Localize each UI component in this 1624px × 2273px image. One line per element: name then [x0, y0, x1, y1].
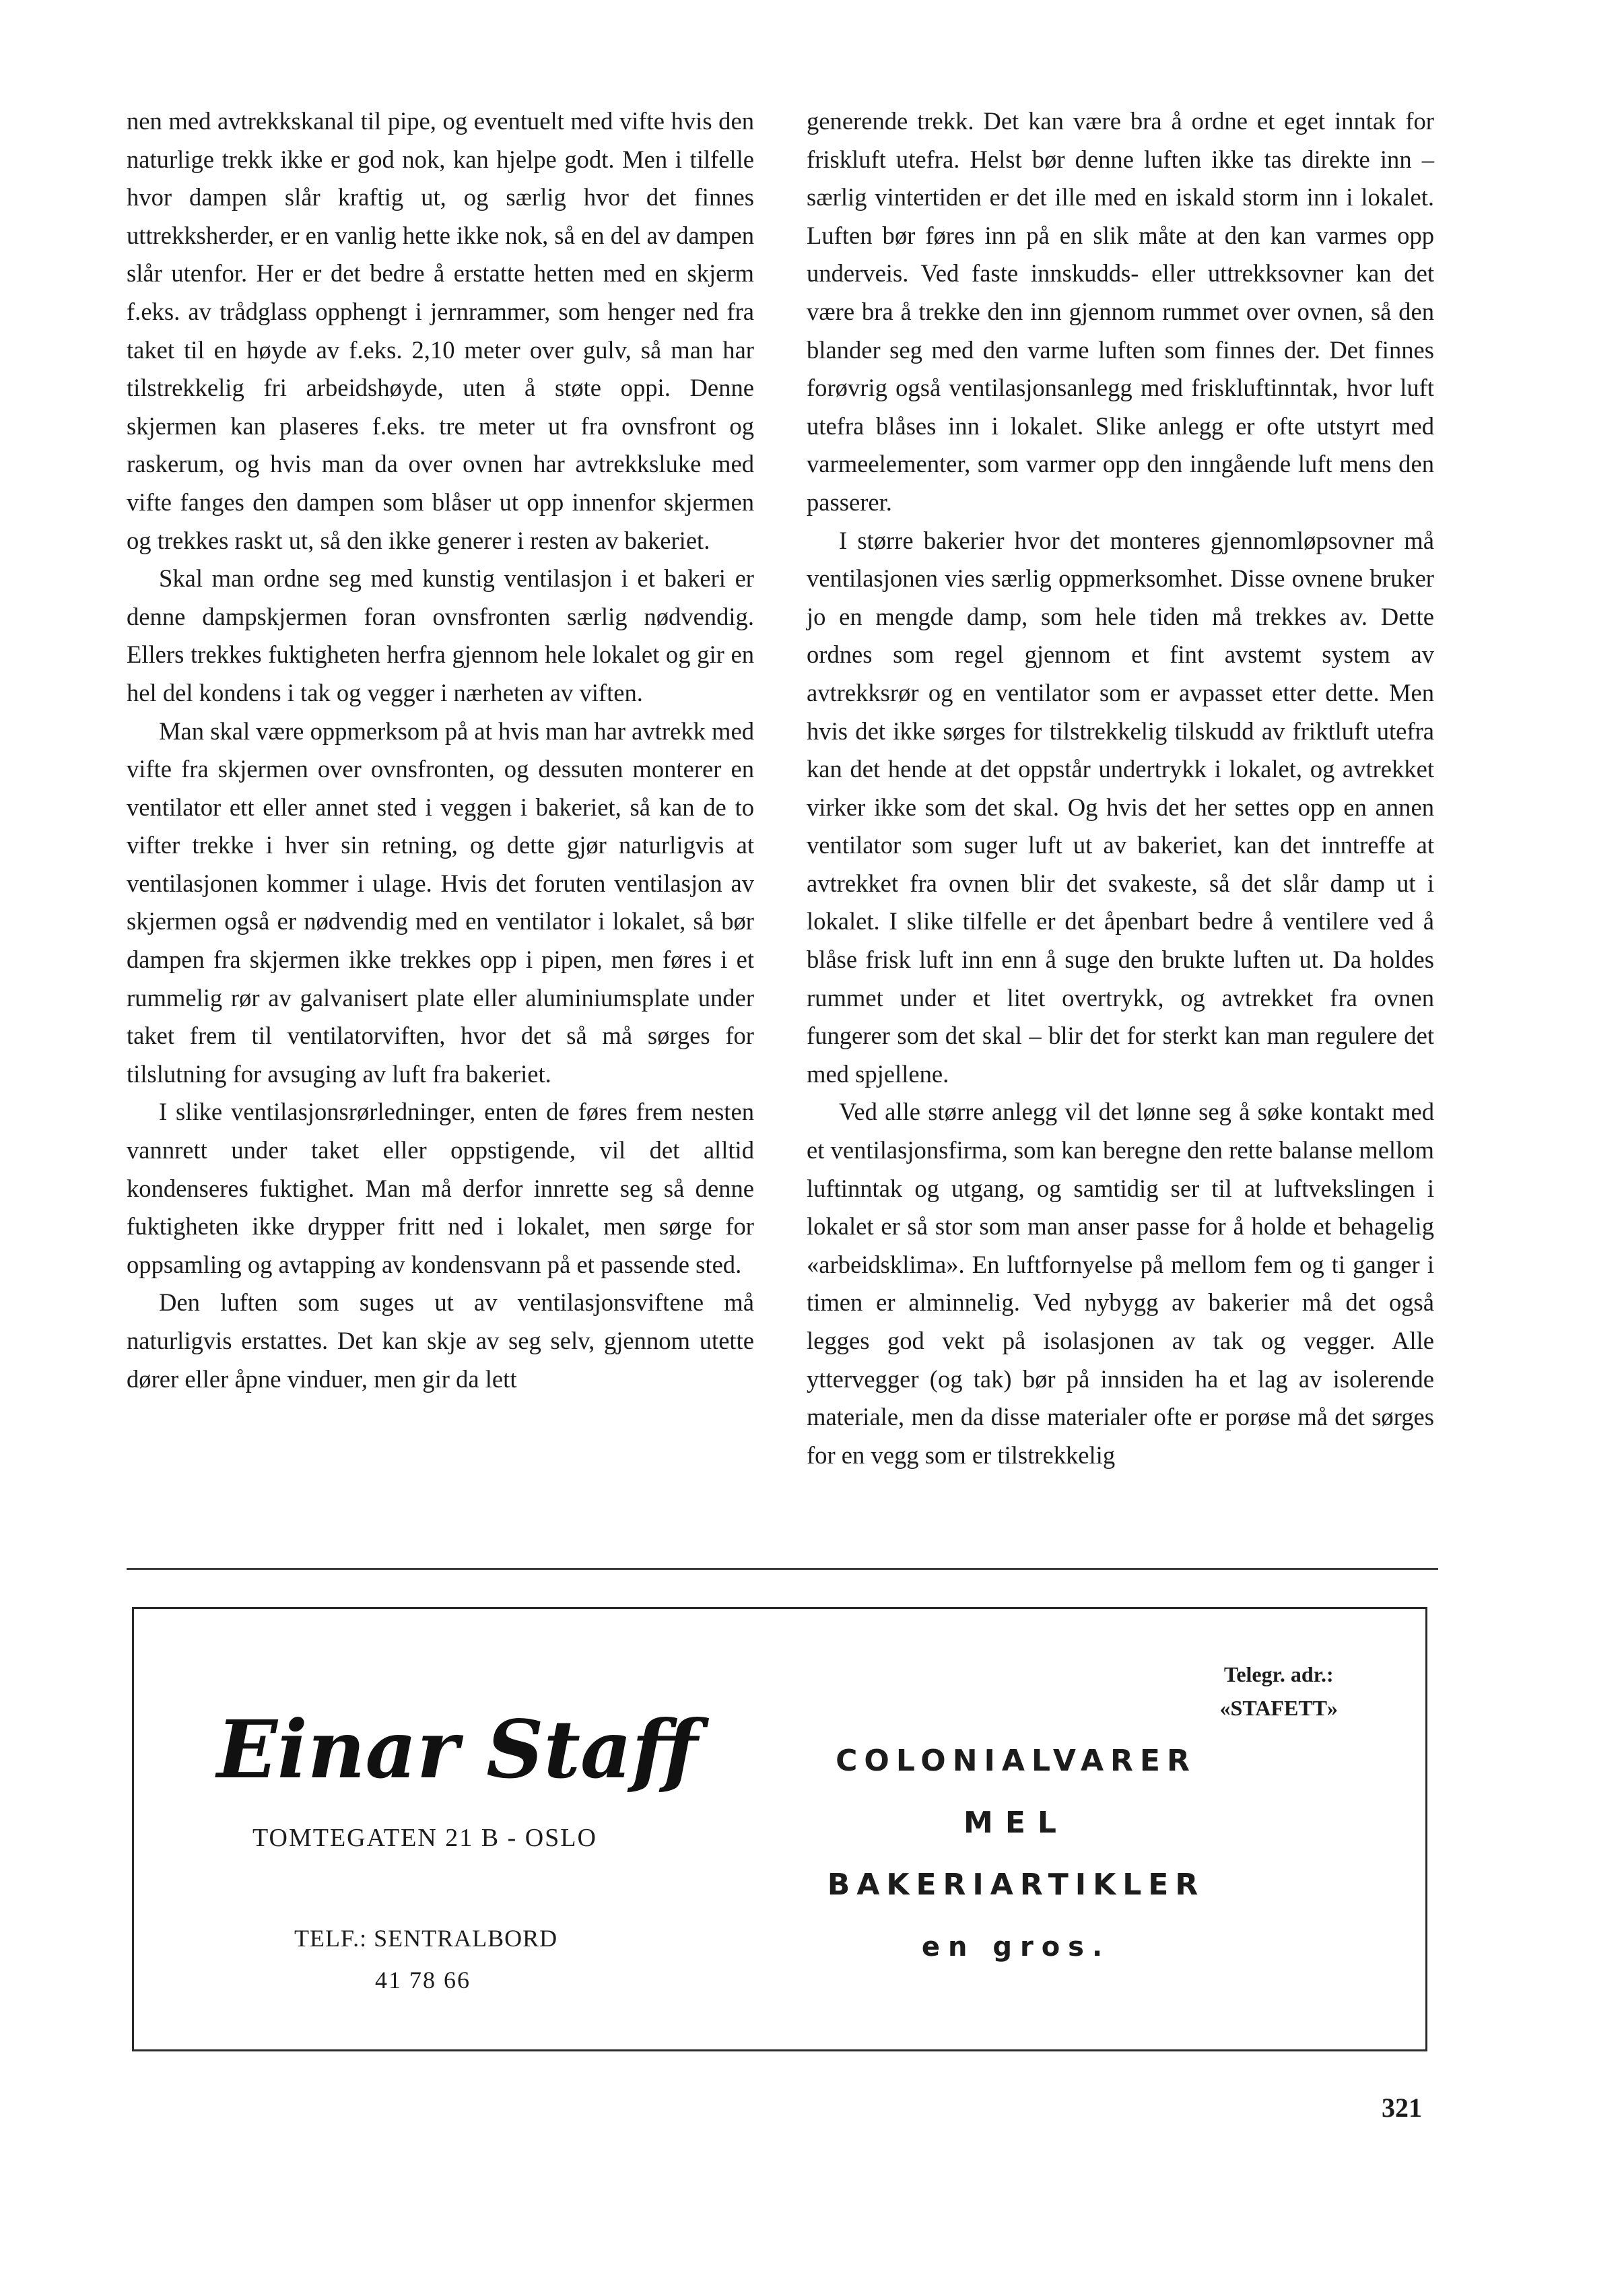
phone-number: 41 78 66 — [375, 1967, 471, 1994]
product-line: MEL — [963, 1806, 1069, 1840]
paragraph: Skal man ordne seg med kunstig ventilasjon i et bakeri er denne dampskjermen foran ovnsfronten særlig nødvendig. Ellers trekkes fuktigheten herfra gjennom hele lokalet og gir en hel del kondens i tak og vegger i nærheten av viften. — [127, 564, 754, 706]
paragraph: Den luften som suges ut av ventilasjonsviftene må naturligvis erstattes. Det kan skje av seg selv, gjennom utette dører eller åpne vinduer, men gir da lett — [127, 1288, 754, 1393]
telegraph-address — [1220, 1657, 1338, 1725]
wholesale-label: en gros. — [921, 1932, 1111, 1963]
telegraph-value: «STAFETT» — [1219, 1696, 1338, 1720]
product-list — [780, 1730, 1252, 1978]
paragraph: I slike ventilasjonsrørledninger, enten de føres frem nesten vannrett under taket eller oppstigende, vil det alltid kondenseres fuktighet. Man må derfor innrette seg så denne fuktigheten ikke drypper fritt ned i lokalet, men sørge for oppsamling og avtapping av kondensvann på et passende sted. — [127, 1098, 754, 1278]
left-column — [127, 102, 754, 1398]
einar-staff-logo — [195, 1696, 720, 1804]
page-number: 321 — [1382, 2093, 1422, 2123]
paragraph: nen med avtrekkskanal til pipe, og eventuelt med vifte hvis den naturlige trekk ikke er god nok, kan hjelpe godt. Men i tilfelle hvor dampen slår kraftig ut, og særlig hvor det finnes uttrekksherder, er en vanlig hette ikke nok, så en del av dampen slår utenfor. Her er det bedre å erstatte hetten med en skjerm f.eks. av trådglass opphengt i jernrammer, som henger ned fra taket til en høyde av f.eks. 2,10 meter over gulv, så man har tilstrekkelig fri arbeidshøyde, uten å støte oppi. Denne skjermen kan plaseres f.eks. tre meter ut fra ovnsfront og raskerum, og hvis man da over ovnen har avtrekksluke med vifte fanges den dampen som blåser ut opp innenfor skjermen og trekkes raskt ut, så den ikke generer i resten av bakeriet. — [127, 107, 754, 554]
article-body — [127, 102, 1438, 1550]
advertisement — [132, 1607, 1427, 2051]
product-line: BAKERIARTIKLER — [827, 1868, 1205, 1902]
section-divider — [127, 1568, 1438, 1570]
logo-text: Einar Staff — [216, 1703, 698, 1796]
paragraph: Man skal være oppmerksom på at hvis man har avtrekk med vifte fra skjermen over ovnsfronten, og dessuten monterer en ventilator ett eller annet sted i veggen i bakeriet, så kan de to vifter trekke i hver sin retning, og dette gjør naturligvis at ventilasjonen kommer i ulage. Hvis det foruten ventilasjon av skjermen også er nødvendig med en ventilator i lokalet, så bør dampen fra skjermen ikke trekkes opp i pipen, men føres i et rummelig rør av galvanisert plate eller aluminiumsplate under taket frem til ventilatorviften, hvor det så må sørges for tilslutning for avsuging av luft fra bakeriet. — [127, 717, 754, 1088]
product-line: COLONIALVARER — [836, 1744, 1196, 1778]
phone-label: TELF.: SENTRALBORD — [294, 1925, 558, 1952]
right-column — [807, 102, 1434, 1474]
address: TOMTEGATEN 21 B - OSLO — [252, 1824, 597, 1852]
paragraph: Ved alle større anlegg vil det lønne seg å søke kontakt med et ventilasjonsfirma, som kan beregne den rette balanse mellom luftinntak og utgang, og samtidig ser til at luftvekslingen i lokalet er så stor som man anser passe for å holde et behagelig «arbeidsklima». En luftfornyelse på mellom fem og ti ganger i timen er alminnelig. Ved nybygg av bakerier må det også legges god vekt på isolasjonen av tak og vegger. Alle yttervegger (og tak) bør på innsiden ha et lag av isolerende materiale, men da disse materialer ofte er porøse må det sørges for en vegg som er tilstrekkelig — [807, 1098, 1434, 1469]
paragraph: generende trekk. Det kan være bra å ordne et eget inntak for friskluft utefra. Helst bør denne luften ikke tas direkte inn – særlig vintertiden er det ille med en iskald storm inn i lokalet. Luften bør føres inn på en slik måte at den kan varmes opp underveis. Ved faste innskudds- eller uttrekksovner kan det være bra å trekke den inn gjennom rummet over ovnen, så den blander seg med den varme luften som finnes der. Det finnes forøvrig også ventilasjonsanlegg med friskluftinntak, hvor luft utefra blåses inn i lokalet. Slike anlegg er ofte utstyrt med varmeelementer, som varmer opp den inngående luft mens den passerer. — [807, 107, 1434, 516]
paragraph: I større bakerier hvor det monteres gjennomløpsovner må ventilasjonen vies særlig oppmerksomhet. Disse ovnene bruker jo en mengde damp, som hele tiden må trekkes av. Dette ordnes som regel gjennom et fint avstemt system av avtrekksrør og en ventilator som er avpasset etter dette. Men hvis det ikke sørges for tilstrekkelig tilskudd av friktluft utefra kan det hende at det oppstår undertrykk i lokalet, og avtrekket virker ikke som det skal. Og hvis det her settes opp en annen ventilator som suger luft ut av bakeriet, kan det inntreffe at avtrekket fra ovnen blir det svakeste, så det slår damp ut i lokalet. I slike tilfelle er det åpenbart bedre å ventilere ved å blåse frisk luft inn enn å suge den brukte luften ut. Da holdes rummet under et litet overtrykk, og avtrekket fra ovnen fungerer som det skal – blir det for sterkt kan man regulere det med spjellene. — [807, 526, 1434, 1088]
telegraph-label: Telegr. adr.: — [1223, 1662, 1334, 1686]
